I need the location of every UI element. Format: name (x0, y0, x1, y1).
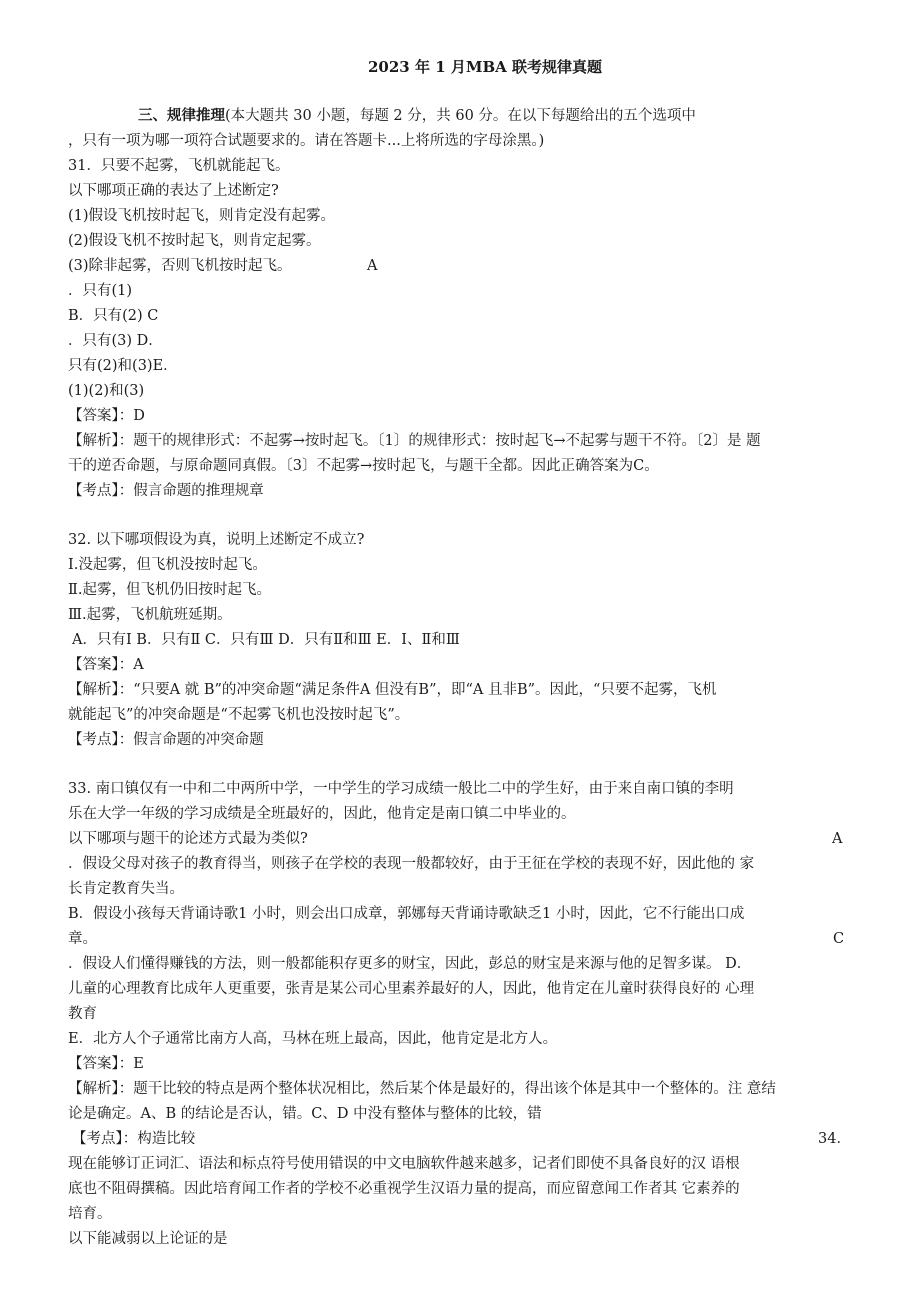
q33-option-a-line-1: ．假设父母对孩子的教育得当，则孩子在学校的表现一般都较好，由于王征在学校的表现不好，因此他的 家 (68, 856, 755, 872)
q32-item-2: Ⅱ.起雾，但飞机仍旧按时起飞。 (68, 582, 271, 598)
page-title: 2023 年 1 月MBA 联考规律真题 (368, 58, 602, 76)
q33-option-d-line-2: 教育 (68, 1006, 97, 1022)
q33-option-e: E．北方人个子通常比南方人高，马林在班上最高，因此，他肯定是北方人。 (68, 1031, 558, 1047)
q32-answer: 【答案】：A (68, 657, 144, 673)
q32-exam-point: 【考点】：假言命题的冲突命题 (68, 732, 264, 748)
q34-stem-line-1: 现在能够订正词汇、语法和标点符号使用错误的中文电脑软件越来越多，记者们即使不具备良好的汉 语根 (68, 1156, 740, 1172)
q31-option-d: 只有(2)和(3)E． (68, 358, 178, 374)
q32-item-1: Ⅰ.没起雾，但飞机没按时起飞。 (68, 557, 267, 573)
q33-option-d-line-1: 儿童的心理教育比成年人更重要，张青是某公司心里素养最好的人，因此，他肯定在儿童时获得良好的 心理 (68, 981, 755, 997)
q33-analysis-line-1: 【解析】：题干比较的特点是两个整体状况相比，然后某个体是最好的，得出该个体是其中一个整体的。注 意结 (68, 1081, 776, 1097)
q32-analysis-line-1: 【解析】：“只要A 就 B”的冲突命题“满足条件A 但没有B”，即“A 且非B”。因此，“只要不起雾，飞机 (68, 682, 717, 698)
q32-item-3: Ⅲ.起雾，飞机航班延期。 (68, 607, 232, 623)
q33-option-a-letter: A (832, 831, 843, 847)
q32-analysis-line-2: 就能起飞”的冲突命题是“不起雾飞机也没按时起飞”。 (68, 707, 410, 723)
q31-statement-1: (1)假设飞机按时起飞，则肯定没有起雾。 (68, 208, 336, 224)
q32-stem: 32. 以下哪项假设为真，说明上述断定不成立? (68, 532, 365, 548)
q31-analysis-line-1: 【解析】：题干的规律形式：不起雾→按时起飞。〔1〕的规律形式：按时起飞→不起雾与题干不符。〔2〕是 题 (68, 433, 761, 449)
section-intro-text: (本大题共 30 小题，每题 2 分，共 60 分。在以下每题给出的五个选项中 (225, 108, 696, 124)
section-intro-line-1 (138, 106, 696, 126)
q31-option-b: B．只有(2) C (68, 308, 159, 324)
q31-option-c: ．只有(3) D． (68, 333, 163, 349)
q33-option-b-line-1: B．假设小孩每天背诵诗歌1 小时，则会出口成章，郭娜每天背诵诗歌缺乏1 小时，因此，它不行能出口成 (68, 906, 745, 922)
q31-option-a: ．只有(1) (68, 283, 133, 299)
q33-option-c-line-1: ．假设人们懂得赚钱的方法，则一般都能积存更多的财宝，因此，彭总的财宝是来源与他的足智多谋。 D． (68, 956, 752, 972)
q33-exam-point: 【考点】：构造比较 (72, 1131, 196, 1147)
q33-analysis-line-2: 论是确定。A、B 的结论是否认，错。C、D 中没有整体与整体的比较，错 (68, 1106, 542, 1122)
q31-answer: 【答案】：D (68, 408, 145, 424)
q33-stem-line-2: 乐在大学一年级的学习成绩是全班最好的，因此，他肯定是南口镇二中毕业的。 (68, 806, 576, 822)
q33-ask: 以下哪项与题干的论述方式最为类似? (68, 831, 308, 847)
q33-option-c-letter: C (833, 931, 845, 947)
q31-statement-2: (2)假设飞机不按时起飞，则肯定起雾。 (68, 233, 321, 249)
q31-statement-3: (3)除非起雾，否则飞机按时起飞。 (68, 258, 292, 274)
q31-analysis-line-2: 干的逆否命题，与原命题同真假。〔3〕不起雾→按时起飞，与题干全都。因此正确答案为C。 (68, 458, 659, 474)
q34-stem-line-2: 底也不阻碍撰稿。因此培育闻工作者的学校不必重视学生汉语力量的提高，而应留意闻工作者其 它素养的 (68, 1181, 740, 1197)
q33-option-b-line-2: 章。 (68, 931, 97, 947)
q31-stem: 31．只要不起雾，飞机就能起飞。 (68, 158, 290, 174)
q31-option-a-letter: A (367, 258, 378, 274)
q33-option-a-line-2: 长肯定教育失当。 (68, 881, 184, 897)
q31-ask: 以下哪项正确的表达了上述断定? (68, 183, 279, 199)
q31-exam-point: 【考点】：假言命题的推理规章 (68, 483, 264, 499)
section-heading: 三、规律推理 (138, 107, 225, 124)
q34-number: 34． (818, 1131, 851, 1147)
q34-ask: 以下能减弱以上论证的是 (68, 1231, 228, 1247)
q32-options: A．只有Ⅰ B．只有Ⅱ C．只有Ⅲ D．只有Ⅱ和Ⅲ E．Ⅰ、Ⅱ和Ⅲ (72, 632, 460, 648)
section-intro-line-2: ，只有一项为哪一项符合试题要求的。请在答题卡...上将所选的字母涂黑。) (68, 133, 545, 149)
q31-option-e: (1)(2)和(3) (68, 383, 145, 399)
q33-stem-line-1: 33. 南口镇仅有一中和二中两所中学，一中学生的学习成绩一般比二中的学生好，由于来自南口镇的李明 (68, 781, 734, 797)
q34-stem-line-3: 培育。 (68, 1206, 112, 1222)
q33-answer: 【答案】：E (68, 1056, 144, 1072)
